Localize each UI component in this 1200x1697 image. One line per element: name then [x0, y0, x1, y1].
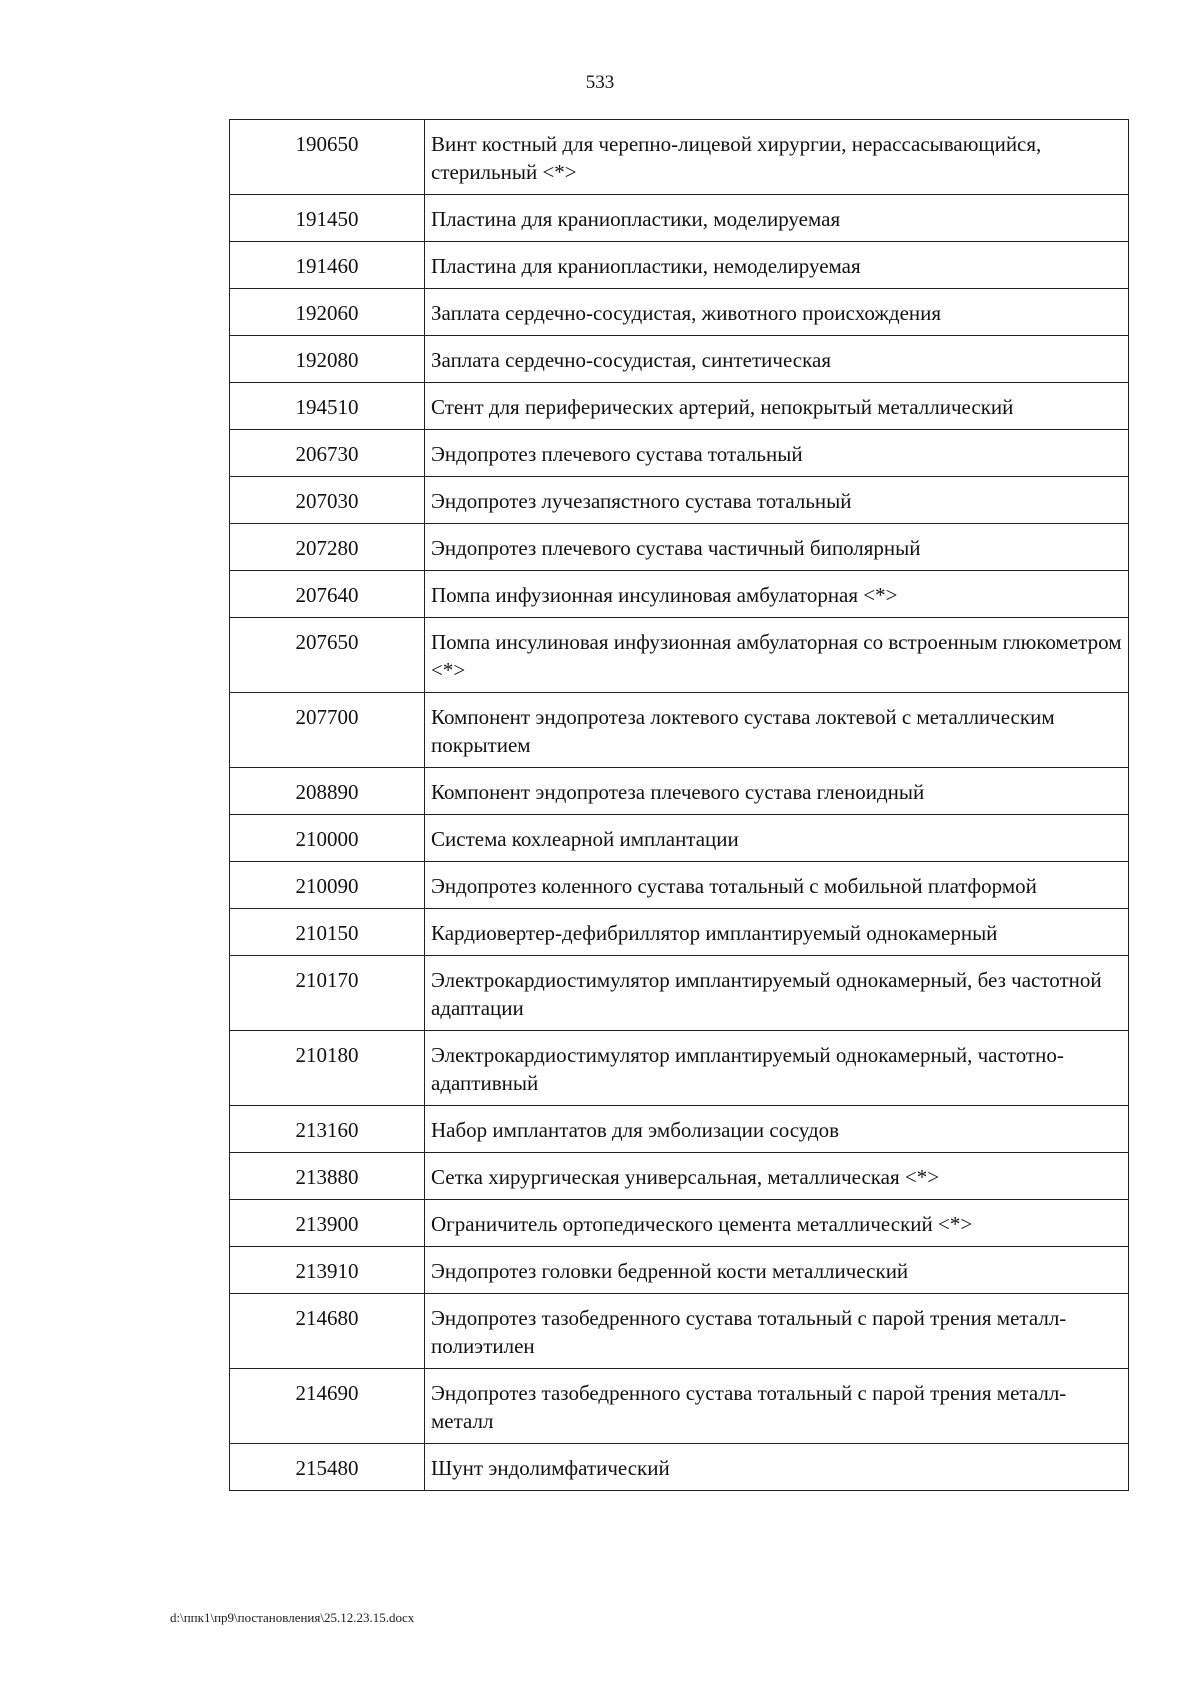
row-code: 207640 [230, 571, 425, 618]
table-row [230, 383, 1129, 430]
row-code: 214680 [230, 1294, 425, 1369]
table-body [230, 120, 1129, 1491]
row-code: 192080 [230, 336, 425, 383]
row-code: 210170 [230, 956, 425, 1031]
row-code: 210090 [230, 862, 425, 909]
table-row [230, 862, 1129, 909]
row-code: 190650 [230, 120, 425, 195]
row-code: 191450 [230, 195, 425, 242]
row-name: Заплата сердечно-сосудистая, синтетическая [425, 336, 1129, 383]
row-code: 214690 [230, 1369, 425, 1444]
row-code: 210150 [230, 909, 425, 956]
row-code: 208890 [230, 768, 425, 815]
table-row [230, 1031, 1129, 1106]
table-row [230, 956, 1129, 1031]
row-code: 192060 [230, 289, 425, 336]
row-name: Помпа инсулиновая инфузионная амбулаторная со встроенным глюкометром <*> [425, 618, 1129, 693]
table-row [230, 909, 1129, 956]
row-name: Компонент эндопротеза плечевого сустава гленоидный [425, 768, 1129, 815]
table-row [230, 1200, 1129, 1247]
table-row [230, 1153, 1129, 1200]
table-row [230, 524, 1129, 571]
row-code: 206730 [230, 430, 425, 477]
row-code: 213160 [230, 1106, 425, 1153]
row-code: 213880 [230, 1153, 425, 1200]
row-code: 213910 [230, 1247, 425, 1294]
row-code: 215480 [230, 1444, 425, 1491]
medical-devices-table [229, 119, 1129, 1491]
row-name: Сетка хирургическая универсальная, металлическая <*> [425, 1153, 1129, 1200]
row-name: Набор имплантатов для эмболизации сосудов [425, 1106, 1129, 1153]
row-name: Ограничитель ортопедического цемента металлический <*> [425, 1200, 1129, 1247]
row-code: 210000 [230, 815, 425, 862]
row-name: Эндопротез тазобедренного сустава тотальный с парой трения металл-полиэтилен [425, 1294, 1129, 1369]
row-name: Стент для периферических артерий, непокрытый металлический [425, 383, 1129, 430]
row-name: Эндопротез коленного сустава тотальный с мобильной платформой [425, 862, 1129, 909]
table-row [230, 1294, 1129, 1369]
row-name: Система кохлеарной имплантации [425, 815, 1129, 862]
row-code: 194510 [230, 383, 425, 430]
table-row [230, 120, 1129, 195]
row-name: Электрокардиостимулятор имплантируемый однокамерный, без частотной адаптации [425, 956, 1129, 1031]
table-row [230, 768, 1129, 815]
row-code: 207030 [230, 477, 425, 524]
row-name: Винт костный для черепно-лицевой хирургии, нерассасывающийся, стерильный <*> [425, 120, 1129, 195]
table-row [230, 1247, 1129, 1294]
row-name: Эндопротез лучезапястного сустава тотальный [425, 477, 1129, 524]
row-name: Помпа инфузионная инсулиновая амбулаторная <*> [425, 571, 1129, 618]
row-code: 207700 [230, 693, 425, 768]
table-row [230, 815, 1129, 862]
page-number: 533 [585, 72, 615, 93]
table-row [230, 477, 1129, 524]
table-row [230, 571, 1129, 618]
row-name: Компонент эндопротеза локтевого сустава локтевой с металлическим покрытием [425, 693, 1129, 768]
row-name: Шунт эндолимфатический [425, 1444, 1129, 1491]
row-code: 191460 [230, 242, 425, 289]
row-name: Пластина для краниопластики, моделируемая [425, 195, 1129, 242]
row-code: 213900 [230, 1200, 425, 1247]
row-code: 207280 [230, 524, 425, 571]
table-row [230, 618, 1129, 693]
table-row [230, 1106, 1129, 1153]
table-row [230, 336, 1129, 383]
table-row [230, 1444, 1129, 1491]
table-row [230, 289, 1129, 336]
table-row [230, 1369, 1129, 1444]
table-row [230, 693, 1129, 768]
row-name: Кардиовертер-дефибриллятор имплантируемый однокамерный [425, 909, 1129, 956]
row-name: Эндопротез тазобедренного сустава тотальный с парой трения металл-металл [425, 1369, 1129, 1444]
row-name: Эндопротез плечевого сустава тотальный [425, 430, 1129, 477]
row-name: Заплата сердечно-сосудистая, животного происхождения [425, 289, 1129, 336]
row-name: Эндопротез плечевого сустава частичный биполярный [425, 524, 1129, 571]
row-name: Эндопротез головки бедренной кости металлический [425, 1247, 1129, 1294]
footer-file-path: d:\ппк1\пр9\постановления\25.12.23.15.docx [170, 1610, 415, 1625]
table-row [230, 430, 1129, 477]
table-row [230, 242, 1129, 289]
row-name: Электрокардиостимулятор имплантируемый однокамерный, частотно-адаптивный [425, 1031, 1129, 1106]
row-code: 207650 [230, 618, 425, 693]
row-code: 210180 [230, 1031, 425, 1106]
table-row [230, 195, 1129, 242]
row-name: Пластина для краниопластики, немоделируемая [425, 242, 1129, 289]
